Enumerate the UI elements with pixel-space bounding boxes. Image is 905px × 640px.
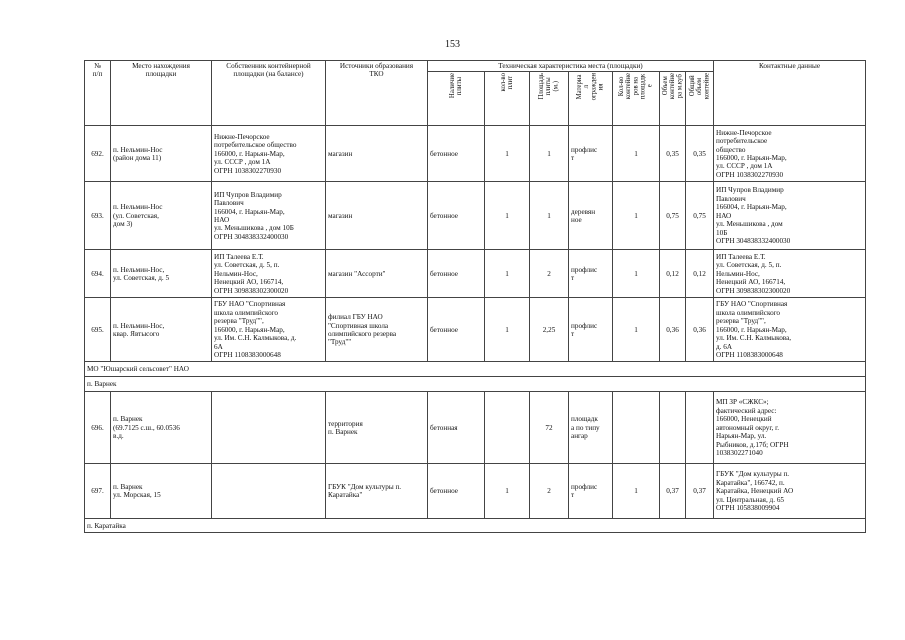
table-row: [85, 464, 866, 519]
cell-contacts: ГБУК "Дом культуры п. Каратайка", 166742, п. Каратайка, Ненецкий АО ул. Центральная, д. 65 ОГРН 105838009904: [714, 464, 866, 519]
cell-sources: ГБУК "Дом культуры п. Каратайка": [326, 464, 428, 519]
section-title: п. Варнек: [85, 377, 866, 392]
section-row: [85, 519, 866, 533]
cell-container-volume: [660, 392, 686, 464]
cell-owner: ИП Чупров Владимир Павлович 166004, г. Нарьян-Мар, НАО ул. Меньшикова , дом 10Б ОГРН 304838332400030: [212, 182, 326, 250]
cell-plate-type: бетонное: [428, 298, 485, 362]
table-body: [85, 126, 866, 533]
cell-plate-area: 72: [530, 392, 569, 464]
cell-contacts: ИП Чупров Владимир Павлович 166004, г. Нарьян-Мар, НАО ул. Меньшикова , дом 10Б ОГРН 304838332400030: [714, 182, 866, 250]
page-number: 153: [445, 39, 460, 50]
cell-container-volume: 0,37: [660, 464, 686, 519]
cell-plate-type: бетонная: [428, 392, 485, 464]
cell-place: п. Варнек ул. Морская, 15: [111, 464, 212, 519]
header-contacts: Контактные данные: [714, 61, 866, 126]
section-title: МО "Юшарский сельсовет" НАО: [85, 362, 866, 377]
cell-total-volume: 0,75: [686, 182, 714, 250]
header-containers: Кол-во контейне ров на площадк е: [613, 72, 660, 126]
cell-fence-material: профлис т: [569, 464, 613, 519]
cell-total-volume: 0,37: [686, 464, 714, 519]
cell-plate-area: 2,25: [530, 298, 569, 362]
cell-plate-type: бетонное: [428, 464, 485, 519]
cell-total-volume: 0,35: [686, 126, 714, 182]
cell-row-number: 696.: [85, 392, 111, 464]
table-row: [85, 250, 866, 298]
cell-owner: Нижне-Печорское потребительское общество 166000, г. Нарьян-Мар, ул. СССР , дом 1А ОГРН 1038302270930: [212, 126, 326, 182]
cell-row-number: 697.: [85, 464, 111, 519]
cell-plate-type: бетонное: [428, 250, 485, 298]
cell-owner: [212, 392, 326, 464]
cell-containers-count: 1: [613, 126, 660, 182]
cell-fence-material: профлис т: [569, 250, 613, 298]
header-plates-count: кол-во плит: [485, 72, 530, 126]
cell-total-volume: 0,12: [686, 250, 714, 298]
cell-row-number: 694.: [85, 250, 111, 298]
cell-container-volume: 0,36: [660, 298, 686, 362]
table-row: [85, 126, 866, 182]
cell-plates-count: 1: [485, 250, 530, 298]
cell-plates-count: 1: [485, 182, 530, 250]
cell-plate-area: 1: [530, 182, 569, 250]
cell-plate-area: 2: [530, 464, 569, 519]
cell-fence-material: деревян ное: [569, 182, 613, 250]
cell-sources: магазин: [326, 182, 428, 250]
cell-sources: магазин "Ассорти": [326, 250, 428, 298]
cell-plates-count: 1: [485, 126, 530, 182]
cell-owner: [212, 464, 326, 519]
cell-plate-area: 2: [530, 250, 569, 298]
header-tech: Техническая характеристика места (площадки): [428, 61, 714, 72]
header-fence: Материа л огражден ия: [569, 72, 613, 126]
header-total: Общий объем контейне: [686, 72, 714, 126]
header-area: Площадь плиты (м.): [530, 72, 569, 126]
cell-owner: ГБУ НАО "Спортивная школа олимпийского резерва "Труд"", 166000, г. Нарьян-Мар, ул. Им. С.Н. Калмыкова, д. 6А ОГРН 1108383000648: [212, 298, 326, 362]
cell-total-volume: [686, 392, 714, 464]
header-plate: Наличие плиты: [428, 72, 485, 126]
cell-containers-count: [613, 392, 660, 464]
table-row: [85, 182, 866, 250]
cell-plates-count: [485, 392, 530, 464]
cell-plate-type: бетонное: [428, 126, 485, 182]
cell-containers-count: 1: [613, 250, 660, 298]
cell-contacts: ИП Талеева Е.Т. ул. Советская, д. 5, п. Нельмин-Нос, Ненецкий АО, 166714, ОГРН 309838302300020: [714, 250, 866, 298]
cell-container-volume: 0,35: [660, 126, 686, 182]
cell-row-number: 693.: [85, 182, 111, 250]
cell-contacts: Нижне-Печорское потребительское общество 166000, г. Нарьян-Мар, ул. СССР , дом 1А ОГРН 1038302270930: [714, 126, 866, 182]
cell-container-volume: 0,12: [660, 250, 686, 298]
cell-fence-material: профлис т: [569, 126, 613, 182]
cell-place: п. Нельмин-Нос, квар. Явтысого: [111, 298, 212, 362]
cell-fence-material: площадк а по типу ангар: [569, 392, 613, 464]
table-row: [85, 298, 866, 362]
cell-containers-count: 1: [613, 182, 660, 250]
cell-plates-count: 1: [485, 298, 530, 362]
cell-place: п. Нельмин-Нос, ул. Советская, д. 5: [111, 250, 212, 298]
cell-contacts: МП ЗР «СЖКС»; фактический адрес: 166000, Ненецкий автономный округ, г. Нарьян-Мар, ул. Рыбников, д.17б; ОГРН 1038302271040: [714, 392, 866, 464]
cell-container-volume: 0,75: [660, 182, 686, 250]
cell-place: п. Варнек (69.7125 с.ш., 60.0536 в.д.: [111, 392, 212, 464]
cell-row-number: 695.: [85, 298, 111, 362]
cell-sources: филиал ГБУ НАО "Спортивная школа олимпийского резерва "Труд"": [326, 298, 428, 362]
section-row: [85, 362, 866, 377]
cell-total-volume: 0,36: [686, 298, 714, 362]
cell-place: п. Нельмин-Нос (район дома 11): [111, 126, 212, 182]
cell-containers-count: 1: [613, 298, 660, 362]
cell-sources: магазин: [326, 126, 428, 182]
cell-plate-area: 1: [530, 126, 569, 182]
cell-plate-type: бетонное: [428, 182, 485, 250]
cell-sources: территория п. Варнек: [326, 392, 428, 464]
cell-containers-count: 1: [613, 464, 660, 519]
cell-contacts: ГБУ НАО "Спортивная школа олимпийского резерва "Труд"", 166000, г. Нарьян-Мар, ул. Им. С.Н. Калмыкова, д. 6А ОГРН 1108383000648: [714, 298, 866, 362]
section-row: [85, 377, 866, 392]
header-sources: Источники образования ТКО: [326, 61, 428, 126]
header-volume: Объем контейне ра м.куб: [660, 72, 686, 126]
cell-row-number: 692.: [85, 126, 111, 182]
section-title: п. Каратайка: [85, 519, 866, 533]
sites-table: [84, 60, 866, 533]
cell-owner: ИП Талеева Е.Т. ул. Советская, д. 5, п. Нельмин-Нос, Ненецкий АО, 166714, ОГРН 309838302300020: [212, 250, 326, 298]
cell-plates-count: 1: [485, 464, 530, 519]
table-row: [85, 392, 866, 464]
header-owner: Собственник контейнерной площадки (на балансе): [212, 61, 326, 126]
cell-place: п. Нельмин-Нос (ул. Советская, дом 3): [111, 182, 212, 250]
header-num: № п/п: [85, 61, 111, 126]
cell-fence-material: профлис т: [569, 298, 613, 362]
header-place: Место нахождения площадки: [111, 61, 212, 126]
